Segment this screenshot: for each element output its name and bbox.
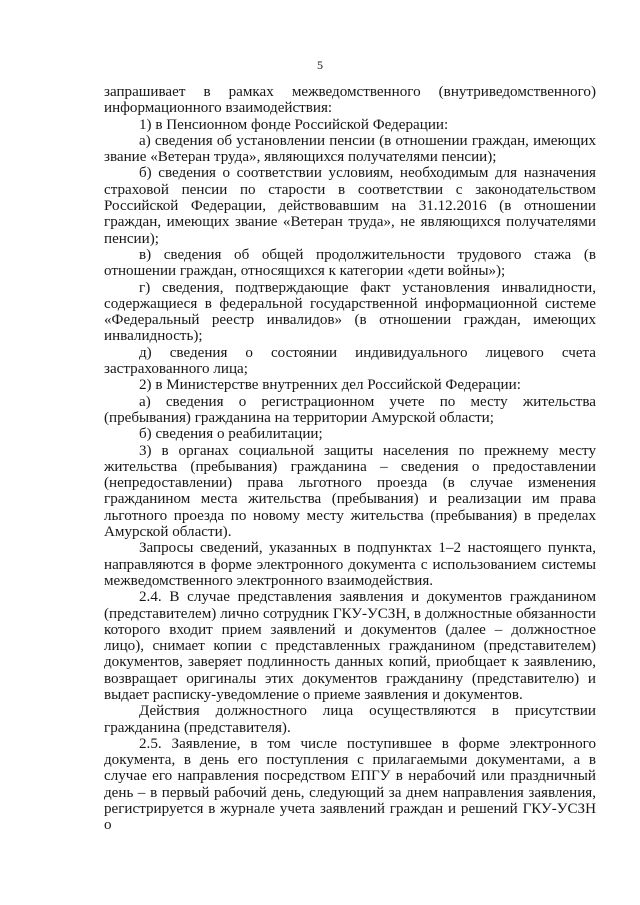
paragraph: а) сведения о регистрационном учете по месту жительства (пребывания) гражданина на территории Амурской области; — [104, 393, 596, 426]
paragraph: б) сведения о реабилитации; — [139, 426, 323, 443]
paragraph: а) сведения об установлении пенсии (в отношении граждан, имеющих звание «Ветеран труда», являющихся получателями пенсии); — [104, 132, 596, 166]
paragraph: 2) в Министерстве внутренних дел Российской Федерации: — [139, 377, 521, 394]
paragraph: 3) в органах социальной защиты населения по прежнему месту жительства (пребывания) гражданина – сведения о предоставлении (непредоставлении) права льготного проезда (в случае изменения гражданином места жительства (пребывания) и реализации им права льготного проезда по новому месту жительства (пребывания) в пределах Амурской области). — [104, 442, 596, 541]
paragraph: 2.4. В случае представления заявления и документов гражданином (представителем) лично сотрудник ГКУ-УСЗН, в должностные обязанности которого входит прием заявлений и документов (далее – должностное лицо), снимает копии с представленных гражданином (представителем) документов, заверяет подлинность данных копий, приобщает к заявлению, возвращает оригиналы этих документов гражданину (представителю) и выдает расписку-уведомление о приеме заявления и документов. — [104, 589, 596, 703]
paragraph: в) сведения об общей продолжительности трудового стажа (в отношении граждан, относящихся к категории «дети войны»); — [104, 246, 596, 280]
paragraph: запрашивает в рамках межведомственного (внутриведомственного) информационного взаимодействия: — [104, 84, 596, 117]
paragraph: 1) в Пенсионном фонде Российской Федерации: — [139, 116, 449, 133]
paragraph: Запросы сведений, указанных в подпунктах 1–2 настоящего пункта, направляются в форме электронного документа с использованием системы межведомственного электронного взаимодействия. — [104, 540, 596, 589]
document-body — [104, 84, 596, 834]
paragraph: б) сведения о соответствии условиям, необходимым для назначения страховой пенсии по старости в соответствии с законодательством Российской Федерации, действовавшим на 31.12.2016 (в отношении граждан, имеющих звание «Ветеран труда», не являющихся получателями пенсии); — [104, 165, 596, 247]
paragraph: 2.5. Заявление, в том числе поступившее в форме электронного документа, в день его поступления с прилагаемыми документами, а в случае его направления посредством ЕПГУ в нерабочий или праздничный день – в первый рабочий день, следующий за днем направления заявления, регистрируется в журнале учета заявлений граждан и решений ГКУ-УСЗН о — [104, 735, 596, 834]
paragraph: д) сведения о состоянии индивидуального лицевого счета застрахованного лица; — [104, 344, 596, 378]
paragraph: г) сведения, подтверждающие факт установления инвалидности, содержащиеся в федеральной государственной информационной системе «Федеральный реестр инвалидов» (в отношении граждан, имеющих инвалидность); — [104, 279, 596, 345]
page-number: 5 — [317, 58, 323, 72]
paragraph: Действия должностного лица осуществляются в присутствии гражданина (представителя). — [104, 703, 596, 736]
